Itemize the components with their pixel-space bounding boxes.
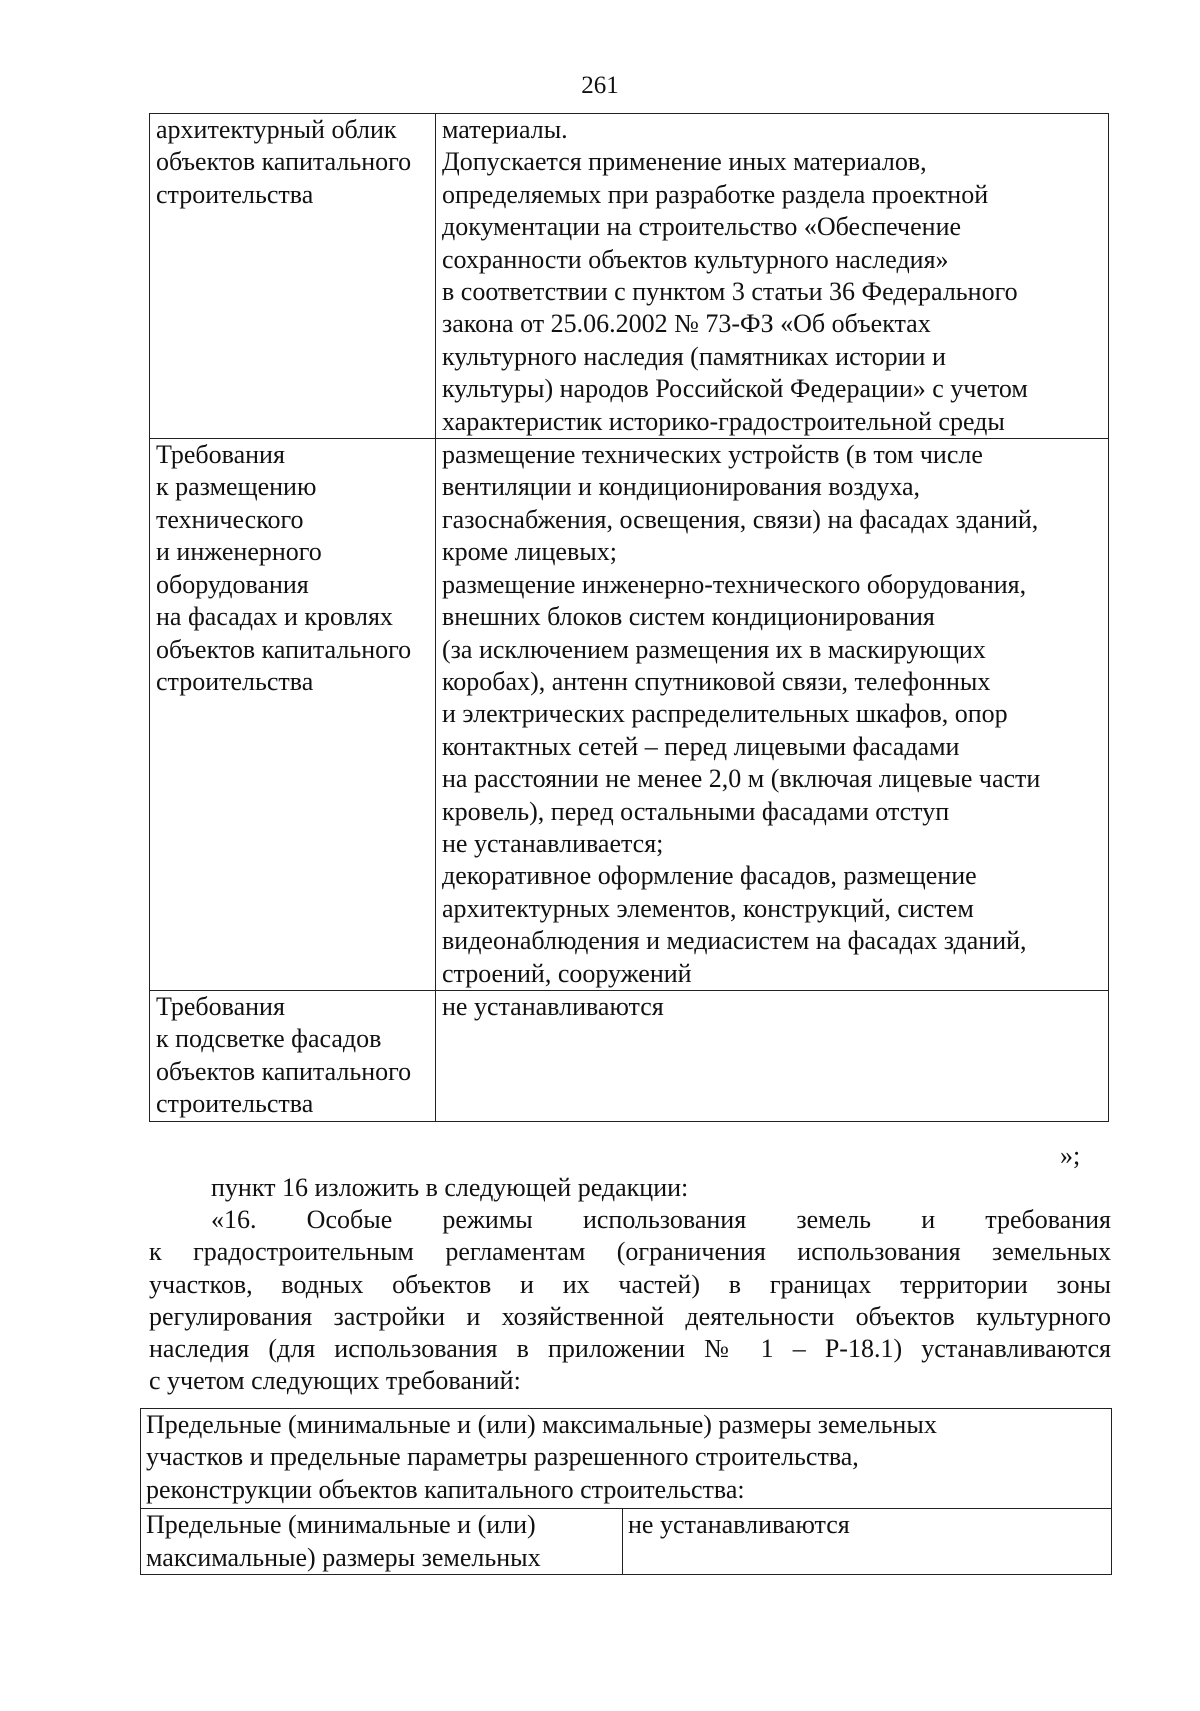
label-line: и инженерного — [156, 537, 322, 567]
label-line: объектов капитального — [156, 1056, 412, 1086]
value-line: контактных сетей – перед лицевыми фасадами — [442, 731, 960, 761]
label-line: Требования — [156, 440, 285, 470]
requirement-label-cell — [150, 990, 436, 1121]
requirement-value-cell — [436, 990, 1109, 1121]
value-line: не устанавливаются — [628, 1510, 850, 1540]
label-line: объектов капитального — [156, 634, 412, 664]
value-line: материалы. — [442, 115, 568, 144]
label-line: Предельные (минимальные и (или) — [146, 1510, 536, 1540]
label-line: строительства — [156, 1089, 314, 1119]
label-line: строительства — [156, 666, 314, 696]
parameter-value-cell — [623, 1509, 1112, 1575]
value-line: строений, сооружений — [442, 958, 692, 988]
table-row — [150, 114, 1109, 439]
table-header-cell — [141, 1409, 1112, 1509]
paragraph-line: регулирования застройки и хозяйственной деятельности объектов культурного — [149, 1301, 1111, 1331]
value-line: газоснабжения, освещения, связи) на фасадах зданий, — [442, 504, 1039, 534]
value-line: размещение инженерно-технического оборудования, — [442, 569, 1027, 599]
value-line: и электрических распределительных шкафов, опор — [442, 699, 1008, 729]
value-line: не устанавливаются — [442, 991, 664, 1021]
requirement-value-cell — [436, 439, 1109, 991]
requirements-table — [149, 113, 1109, 1122]
value-line: архитектурных элементов, конструкций, систем — [442, 893, 974, 923]
table-row — [150, 439, 1109, 991]
value-line: (за исключением размещения их в маскирующих — [442, 634, 986, 664]
value-line: кровель), перед остальными фасадами отступ — [442, 796, 950, 826]
label-line: объектов капитального — [156, 147, 412, 177]
table-header-row — [141, 1409, 1112, 1509]
paragraph-line: к градостроительным регламентам (ограничения использования земельных — [149, 1237, 1111, 1267]
value-line: коробах), антенн спутниковой связи, телефонных — [442, 666, 991, 696]
value-line: в соответствии с пунктом 3 статьи 36 Федерального — [442, 277, 1018, 307]
paragraph-line: с учетом следующих требований: — [149, 1366, 521, 1396]
paragraph-line: участков, водных объектов и их частей) в границах территории зоны — [149, 1269, 1111, 1299]
label-line: Требования — [156, 991, 285, 1021]
value-line: характеристик историко-градостроительной среды — [442, 406, 1005, 436]
label-line: на фасадах и кровлях — [156, 602, 393, 632]
header-line: реконструкции объектов капитального строительства: — [146, 1474, 745, 1504]
table-row — [150, 990, 1109, 1121]
header-line: участков и предельные параметры разрешенного строительства, — [146, 1442, 859, 1472]
value-line: культуры) народов Российской Федерации» с учетом — [442, 374, 1028, 404]
value-line: культурного наследия (памятниках истории и — [442, 341, 946, 371]
amendment-paragraph: пункт 16 изложить в следующей редакции: — [211, 1173, 689, 1202]
table-row — [141, 1509, 1112, 1575]
label-line: максимальные) размеры земельных — [146, 1542, 541, 1572]
value-line: документации на строительство «Обеспечение — [442, 212, 962, 242]
paragraph-line: «16. Особые режимы использования земель и требования — [211, 1205, 1111, 1234]
value-line: внешних блоков систем кондиционирования — [442, 602, 935, 632]
label-line: к размещению — [156, 472, 317, 502]
requirement-label-cell — [150, 114, 436, 439]
requirement-label-cell — [150, 439, 436, 991]
parameter-label-cell — [141, 1509, 623, 1575]
label-line: оборудования — [156, 569, 309, 599]
value-line: размещение технических устройств (в том числе — [442, 440, 983, 470]
header-line: Предельные (минимальные и (или) максимальные) размеры земельных — [146, 1410, 937, 1439]
value-line: сохранности объектов культурного наследия» — [442, 244, 949, 274]
page-number: 261 — [581, 72, 619, 99]
value-line: вентиляции и кондиционирования воздуха, — [442, 472, 921, 502]
value-line: закона от 25.06.2002 № 73-ФЗ «Об объектах — [442, 309, 931, 339]
value-line: Допускается применение иных материалов, — [442, 147, 927, 177]
paragraph-line: наследия (для использования в приложении № 1 – Р-18.1) устанавливаются — [149, 1334, 1111, 1364]
section-16-paragraph — [149, 1204, 1111, 1398]
label-line: строительства — [156, 179, 314, 209]
value-line: декоративное оформление фасадов, размещение — [442, 861, 977, 891]
value-line: кроме лицевых; — [442, 537, 617, 567]
requirement-value-cell — [436, 114, 1109, 439]
closing-quote-mark: »; — [1060, 1141, 1081, 1170]
value-line: видеонаблюдения и медиасистем на фасадах зданий, — [442, 926, 1027, 956]
value-line: на расстоянии не менее 2,0 м (включая лицевые части — [442, 764, 1041, 794]
label-line: архитектурный облик — [156, 115, 397, 144]
value-line: определяемых при разработке раздела проектной — [442, 179, 989, 209]
label-line: к подсветке фасадов — [156, 1024, 382, 1054]
label-line: технического — [156, 504, 304, 534]
value-line: не устанавливается; — [442, 828, 664, 858]
land-parameters-table — [140, 1408, 1112, 1575]
